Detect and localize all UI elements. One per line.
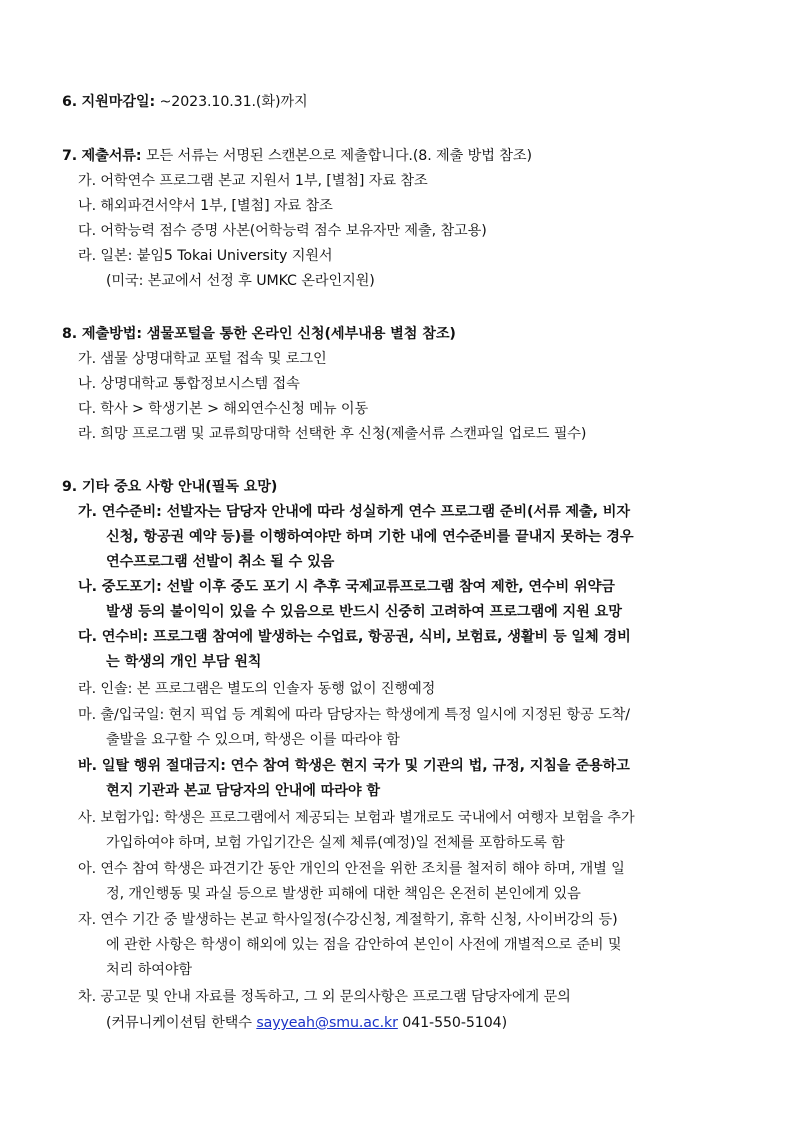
notice-insurance: 사. 보험가입: 학생은 프로그램에서 제공되는 보험과 별개로도 국내에서 여행자 보험을 추가 <box>78 810 635 826</box>
contact-email-link[interactable]: sayyeah@smu.ac.kr <box>256 1015 398 1031</box>
section-9-title: 9. 기타 중요 사항 안내(필독 요망) <box>62 479 278 495</box>
notice-safety: 아. 연수 참여 학생은 파견기간 동안 개인의 안전을 위한 조치를 철저히 해야 하며, 개별 일 <box>78 861 625 877</box>
notice-academic-cont: 에 관한 사항은 학생이 해외에 있는 점을 감안하여 본인이 사전에 개별적으로 준비 및 <box>106 937 622 953</box>
section-7-item: 나. 해외파견서약서 1부, [별첨] 자료 참조 <box>78 198 333 214</box>
section-8-item: 다. 학사 > 학생기본 > 해외연수신청 메뉴 이동 <box>78 401 369 417</box>
section-8-item: 가. 샘물 상명대학교 포털 접속 및 로그인 <box>78 351 327 367</box>
section-8-number: 8. <box>62 326 78 342</box>
notice-safety-cont: 정, 개인행동 및 과실 등으로 발생한 피해에 대한 책임은 온전히 본인에게 있음 <box>106 886 581 902</box>
contact-line <box>106 1014 507 1032</box>
section-7-item: 가. 어학연수 프로그램 본교 지원서 1부, [별첨] 자료 참조 <box>78 173 428 189</box>
section-7-number: 7. <box>62 148 78 164</box>
contact-prefix: (커뮤니케이션팀 한택수 <box>106 1015 257 1031</box>
notice-travel-date: 마. 출/입국일: 현지 픽업 등 계획에 따라 담당자는 학생에게 특정 일시에 지정된 항공 도착/ <box>78 707 630 723</box>
section-8-label: 제출방법: 샘물포털을 통한 온라인 신청(세부내용 별첨 참조) <box>81 326 456 342</box>
notice-inquiry: 차. 공고문 및 안내 자료를 정독하고, 그 외 문의사항은 프로그램 담당자에게 문의 <box>78 989 571 1005</box>
section-7-text: 모든 서류는 서명된 스캔본으로 제출합니다.(8. 제출 방법 참조) <box>141 148 532 164</box>
notice-prep-cont: 신청, 항공권 예약 등)를 이행하여야만 하며 기한 내에 연수준비를 끝내지 못하는 경우 <box>106 529 634 545</box>
notice-conduct-cont: 현지 기관과 본교 담당자의 안내에 따라야 함 <box>106 783 380 799</box>
section-6-number: 6. <box>62 94 78 110</box>
section-6-text: ~2023.10.31.(화)까지 <box>155 94 308 110</box>
notice-conduct: 바. 일탈 행위 절대금지: 연수 참여 학생은 현지 국가 및 기관의 법, 규정, 지침을 준용하고 <box>78 758 630 774</box>
notice-travel-date-cont: 출발을 요구할 수 있으며, 학생은 이를 따라야 함 <box>106 732 400 748</box>
section-8-item: 라. 희망 프로그램 및 교류희망대학 선택한 후 신청(제출서류 스캔파일 업로드 필수) <box>78 426 587 442</box>
section-7-item: 다. 어학능력 점수 증명 사본(어학능력 점수 보유자만 제출, 참고용) <box>78 223 487 239</box>
section-7-item: 라. 일본: 붙임5 Tokai University 지원서 <box>78 248 333 264</box>
section-8-item: 나. 상명대학교 통합정보시스템 접속 <box>78 376 300 392</box>
notice-withdraw: 나. 중도포기: 선발 이후 중도 포기 시 추후 국제교류프로그램 참여 제한, 연수비 위약금 <box>78 579 615 595</box>
contact-phone: 041-550-5104) <box>397 1015 508 1031</box>
notice-academic-cont: 처리 하여야함 <box>106 962 193 978</box>
section-6-label: 지원마감일: <box>81 94 156 110</box>
notice-withdraw-cont: 발생 등의 불이익이 있을 수 있음으로 반드시 신중히 고려하여 프로그램에 지원 요망 <box>106 604 622 620</box>
section-7-title <box>62 147 532 165</box>
notice-escort: 라. 인솔: 본 프로그램은 별도의 인솔자 동행 없이 진행예정 <box>78 681 436 697</box>
section-7-label: 제출서류: <box>81 148 142 164</box>
notice-prep: 가. 연수준비: 선발자는 담당자 안내에 따라 성실하게 연수 프로그램 준비(서류 제출, 비자 <box>78 504 630 520</box>
notice-prep-cont: 연수프로그램 선발이 취소 될 수 있음 <box>106 554 335 570</box>
notice-cost-cont: 는 학생의 개인 부담 원칙 <box>106 654 262 670</box>
notice-cost: 다. 연수비: 프로그램 참여에 발생하는 수업료, 항공권, 식비, 보험료, 생활비 등 일체 경비 <box>78 629 631 645</box>
section-7-note: (미국: 본교에서 선정 후 UMKC 온라인지원) <box>106 273 375 289</box>
notice-academic: 자. 연수 기간 중 발생하는 본교 학사일정(수강신청, 계절학기, 휴학 신청, 사이버강의 등) <box>78 912 618 928</box>
notice-insurance-cont: 가입하여야 하며, 보험 가입기간은 실제 체류(예정)일 전체를 포함하도록 함 <box>106 835 565 851</box>
section-6 <box>62 93 308 111</box>
section-8-title <box>62 325 456 343</box>
